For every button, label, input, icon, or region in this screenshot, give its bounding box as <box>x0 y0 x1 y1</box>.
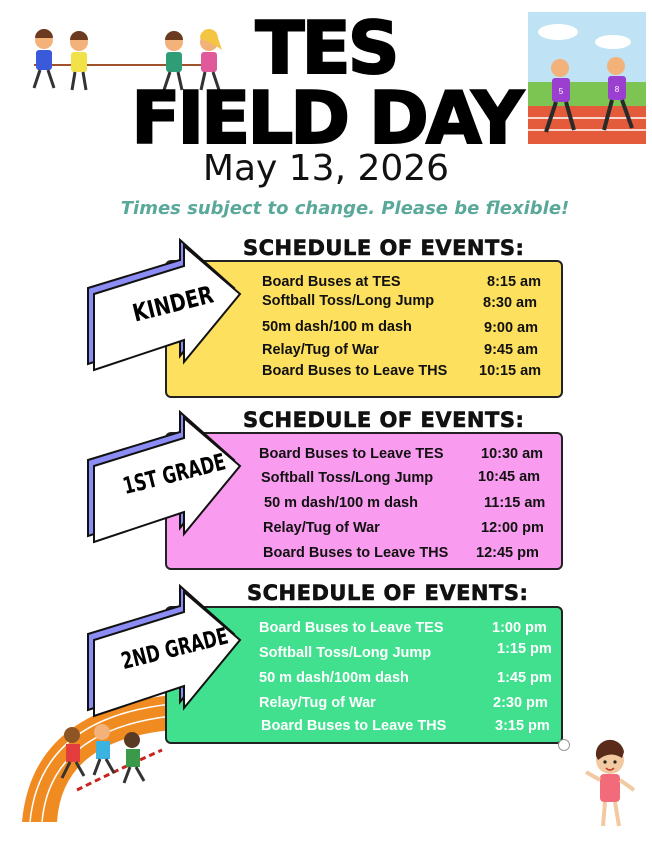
event-name: Softball Toss/Long Jump <box>261 470 434 486</box>
event-time: 12:00 pm <box>481 520 544 536</box>
event-time: 10:45 am <box>478 469 541 485</box>
svg-text:5: 5 <box>558 87 564 96</box>
grade-label-1st-grade: 1ST GRADE <box>120 449 229 500</box>
event-name: 50 m dash/100 m dash <box>264 495 418 511</box>
schedule-heading-kinder: SCHEDULE OF EVENTS: <box>243 236 525 260</box>
event-time: 12:45 pm <box>476 545 539 561</box>
girl-throwing-ball-illustration <box>578 732 644 832</box>
event-name: Board Buses to Leave TES <box>259 446 444 462</box>
schedule-heading-2nd-grade: SCHEDULE OF EVENTS: <box>247 581 529 605</box>
event-time: 10:15 am <box>479 363 542 379</box>
grade-label-kinder: KINDER <box>129 280 217 328</box>
schedule-notice: Times subject to change. Please be flexible! <box>120 198 570 219</box>
event-time: 9:45 am <box>484 342 539 358</box>
event-time: 3:15 pm <box>495 718 550 734</box>
event-name: Relay/Tug of War <box>262 342 379 358</box>
title-line-1: TES <box>255 6 397 90</box>
event-name: Relay/Tug of War <box>259 695 376 711</box>
svg-text:8: 8 <box>614 85 620 94</box>
event-time: 10:30 am <box>481 446 544 462</box>
event-date: May 13, 2026 <box>202 148 450 189</box>
event-time: 1:45 pm <box>497 670 552 686</box>
event-name: 50m dash/100 m dash <box>262 319 412 335</box>
event-time: 2:30 pm <box>493 695 548 711</box>
event-name: Board Buses to Leave TES <box>259 620 444 636</box>
event-name: Board Buses to Leave THS <box>261 718 447 734</box>
event-time: 8:30 am <box>483 295 538 311</box>
event-name: Relay/Tug of War <box>263 520 380 536</box>
schedule-heading-1st-grade: SCHEDULE OF EVENTS: <box>243 408 525 432</box>
event-name: Softball Toss/Long Jump <box>259 645 432 661</box>
small-ball-icon <box>558 739 570 751</box>
event-time: 1:15 pm <box>497 641 552 657</box>
title-line-2: FIELD DAY <box>131 76 521 160</box>
event-time: 11:15 am <box>484 495 546 511</box>
event-name: Softball Toss/Long Jump <box>262 293 435 309</box>
event-name: 50 m dash/100m dash <box>259 670 409 686</box>
event-time: 1:00 pm <box>492 620 547 636</box>
event-name: Board Buses at TES <box>262 274 401 290</box>
event-name: Board Buses to Leave THS <box>262 363 448 379</box>
event-name: Board Buses to Leave THS <box>263 545 449 561</box>
event-time: 9:00 am <box>484 320 539 336</box>
event-time: 8:15 am <box>487 274 542 290</box>
grade-label-2nd-grade: 2ND GRADE <box>118 623 231 676</box>
